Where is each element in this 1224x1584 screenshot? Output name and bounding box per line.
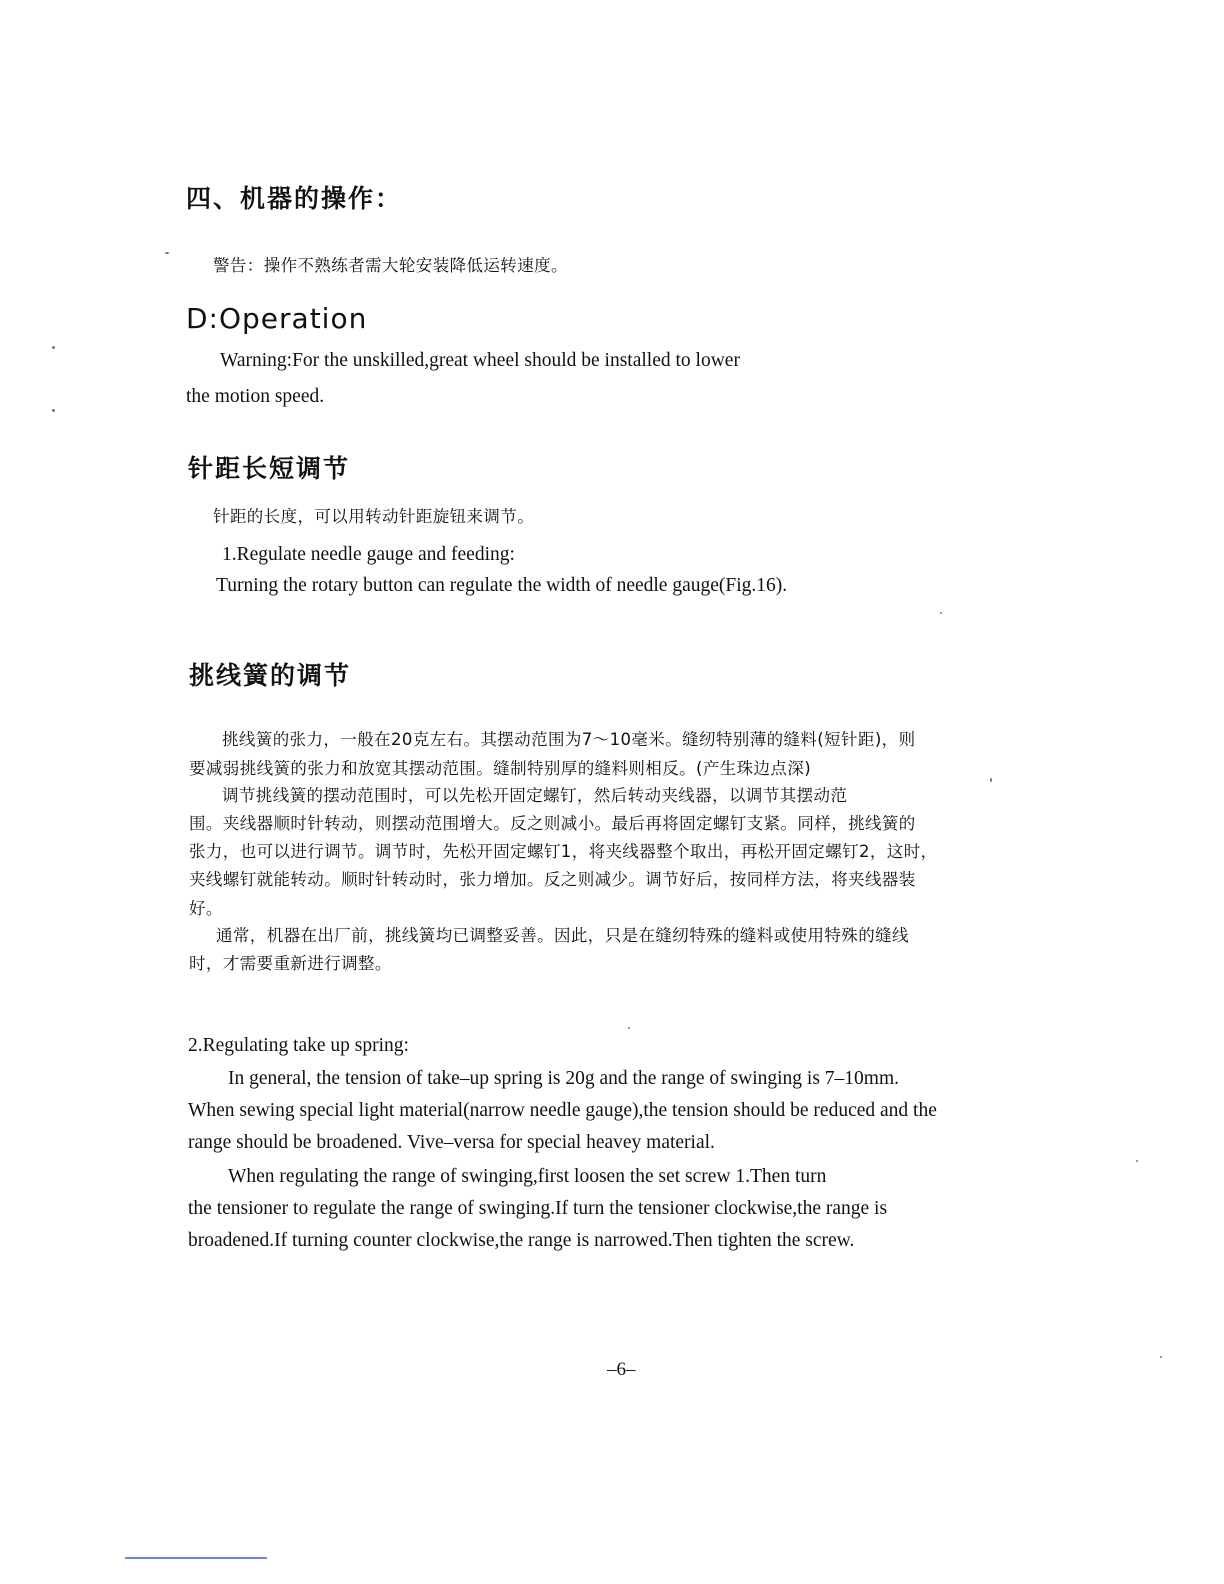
spring-line-cn-2: 要减弱挑线簧的张力和放宽其摆动范围。缝制特别厚的缝料则相反。(产生珠边点深) [189,759,812,778]
stitch-title-en: 1.Regulate needle gauge and feeding: [222,544,515,565]
spring-line-cn-9: 时，才需要重新进行调整。 [189,954,392,973]
spring-line-en-2: When sewing special light material(narrow needle gauge),the tension should be reduced and the [188,1100,937,1121]
warning-text-en-line1: Warning:For the unskilled,great wheel should be installed to lower [220,350,740,371]
bottom-blue-rule [125,1557,267,1559]
spring-line-en-4: When regulating the range of swinging,first loosen the set screw 1.Then turn [228,1166,827,1187]
scan-speck [52,409,55,412]
spring-line-en-3: range should be broadened. Vive–versa for special heavey material. [188,1132,715,1153]
warning-text-cn: 警告：操作不熟练者需大轮安装降低运转速度。 [213,256,568,275]
spring-line-cn-3: 调节挑线簧的摆动范围时，可以先松开固定螺钉，然后转动夹线器，以调节其摆动范 [222,786,848,805]
spring-line-en-1: In general, the tension of take–up spring is 20g and the range of swinging is 7–10mm. [228,1068,899,1089]
spring-line-cn-5: 张力，也可以进行调节。调节时，先松开固定螺钉1，将夹线器整个取出，再松开固定螺钉2，这时， [189,842,938,861]
section-heading-cn: 四、机器的操作： [186,184,403,213]
spring-line-en-5: the tensioner to regulate the range of swinging.If turn the tensioner clockwise,the range is [188,1198,888,1219]
scan-speck [990,778,992,782]
spring-heading-cn: 挑线簧的调节 [189,661,352,690]
spring-line-cn-8: 通常，机器在出厂前，挑线簧均已调整妥善。因此，只是在缝纫特殊的缝料或使用特殊的缝线 [216,926,909,945]
section-heading-en: D:Operation [186,302,368,335]
scan-speck [1160,1356,1162,1358]
scan-speck [165,252,169,254]
warning-text-en-line2: the motion speed. [186,386,325,407]
stitch-text-cn: 针距的长度，可以用转动针距旋钮来调节。 [213,507,535,526]
page-number: –6– [607,1359,636,1380]
spring-line-cn-4: 围。夹线器顺时针转动，则摆动范围增大。反之则减小。最后再将固定螺钉支紧。同样，挑线簧的 [189,814,916,833]
stitch-heading-cn: 针距长短调节 [188,454,351,483]
scan-speck [1136,1160,1138,1162]
stitch-text-en: Turning the rotary button can regulate the width of needle gauge(Fig.16). [216,575,788,596]
spring-line-cn-1: 挑线簧的张力，一般在20克左右。其摆动范围为7～10毫米。缝纫特别薄的缝料(短针距)，则 [222,730,916,749]
scan-speck [52,346,55,349]
spring-line-cn-6: 夹线螺钉就能转动。顺时针转动时，张力增加。反之则减少。调节好后，按同样方法，将夹线器装 [189,870,916,889]
spring-line-cn-7: 好。 [189,899,223,918]
spring-title-en: 2.Regulating take up spring: [188,1035,409,1056]
spring-line-en-6: broadened.If turning counter clockwise,the range is narrowed.Then tighten the screw. [188,1230,855,1251]
scan-speck [628,1027,630,1029]
scan-speck [940,612,942,614]
